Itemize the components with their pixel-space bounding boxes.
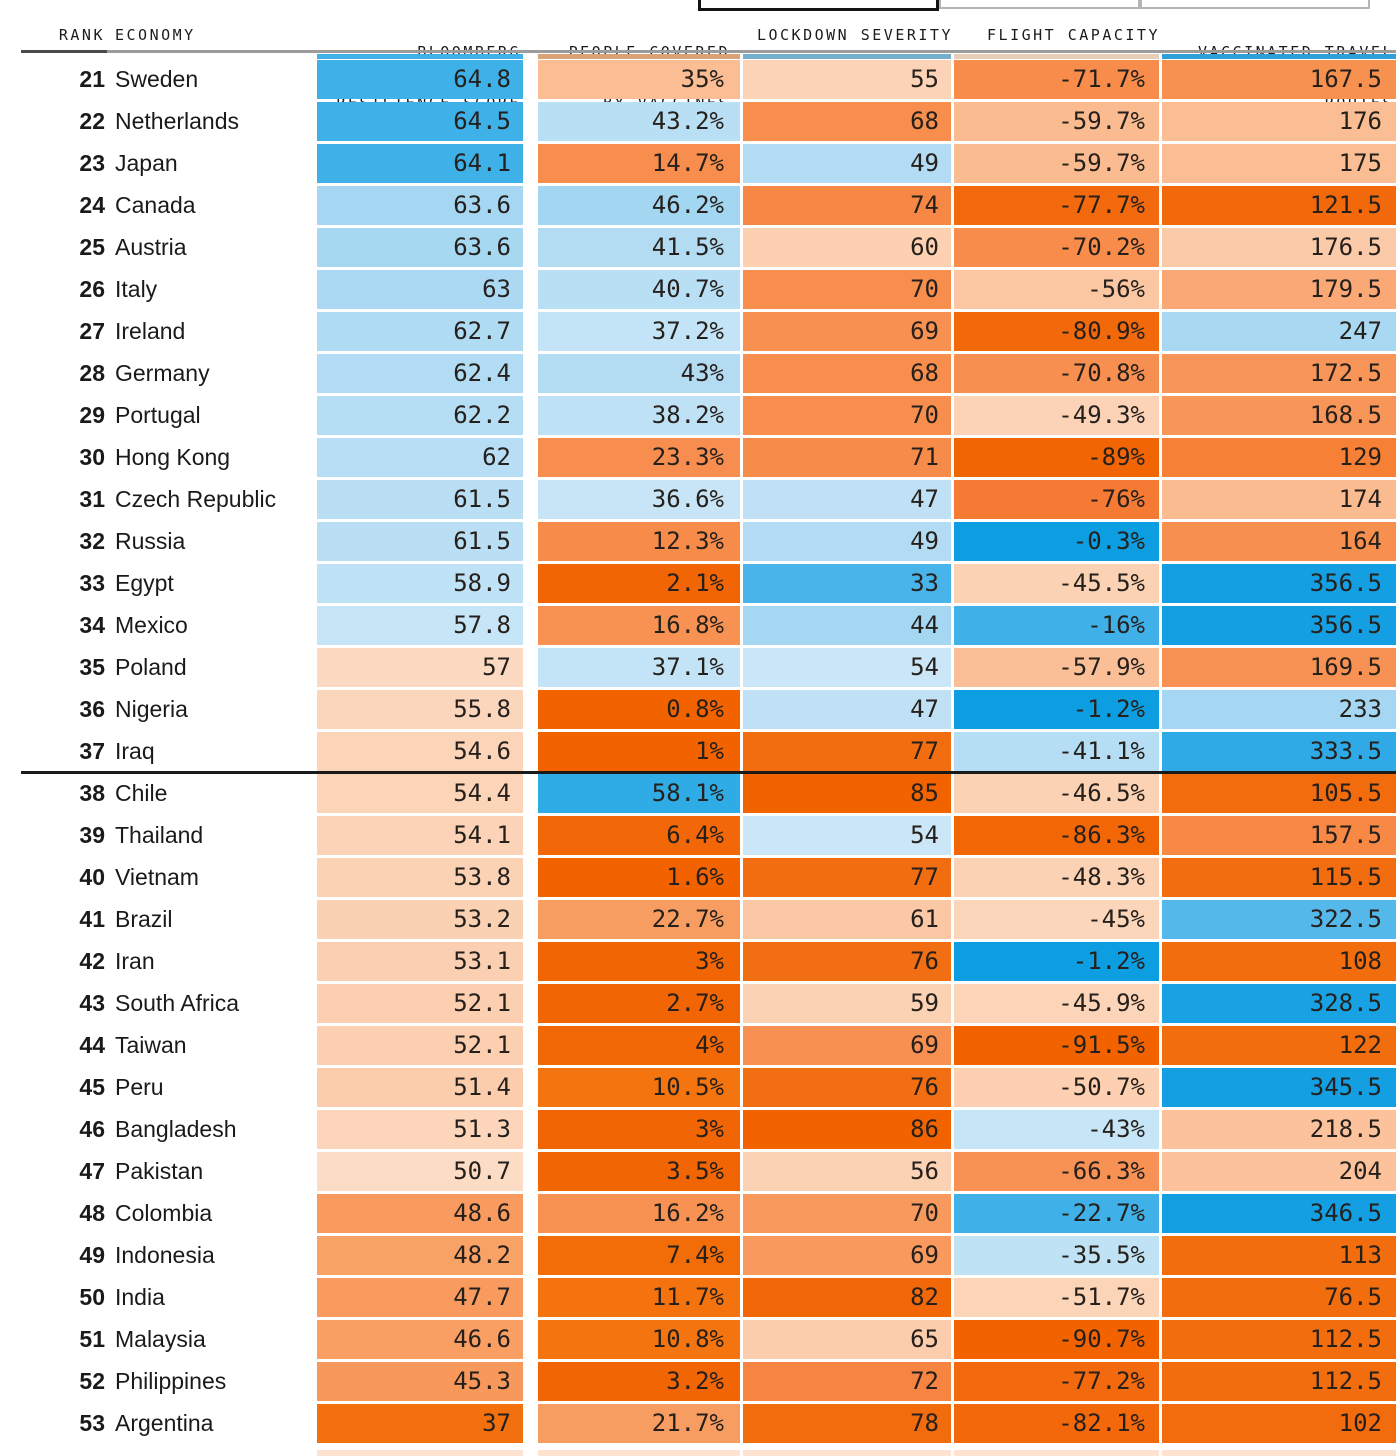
header-rule-light [107,50,1396,53]
rank-value: 21 [79,66,105,92]
rank-value: 50 [79,1284,105,1310]
economy-name: Russia [115,528,186,554]
lockdown-cell: 49 [743,522,951,561]
vaccines-cell: 37.2% [538,312,740,351]
table-row [0,648,1400,690]
rank-value: 48 [79,1200,105,1226]
travel-routes-cell: 356.5 [1162,606,1396,645]
economy-name: India [115,1284,165,1310]
lockdown-cell: 49 [743,144,951,183]
cropped-row-sliver-vaccines [538,54,740,59]
lockdown-cell: 54 [743,648,951,687]
economy-name: Philippines [115,1368,227,1394]
economy-name: Nigeria [115,696,188,722]
travel-routes-cell: 356.5 [1162,564,1396,603]
vaccines-cell: 1.6% [538,858,740,897]
travel-routes-cell: 102 [1162,1404,1396,1443]
lockdown-cell: 59 [743,984,951,1023]
travel-routes-cell: 105.5 [1162,774,1396,813]
rank-value: 26 [79,276,105,302]
table-row [0,1152,1400,1194]
resilience-score-cell: 58.9 [317,564,523,603]
vaccines-cell: 46.2% [538,186,740,225]
economy-name: Italy [115,276,158,302]
vaccines-cell: 6.4% [538,816,740,855]
economy-name: Ireland [115,318,186,344]
table-row [0,690,1400,732]
vaccines-cell: 10.5% [538,1068,740,1107]
rank-value: 52 [79,1368,105,1394]
header-flight-capacity: FLIGHT CAPACITY [987,26,1160,44]
rank-value: 40 [79,864,105,890]
economy-name: Argentina [115,1410,214,1436]
table-row [0,774,1400,816]
economy-name: Brazil [115,906,173,932]
vaccines-cell: 58.1% [538,774,740,813]
travel-routes-cell: 333.5 [1162,732,1396,771]
table-row [0,1194,1400,1236]
flight-capacity-cell: -45% [954,900,1159,939]
flight-capacity-cell: -71.7% [954,60,1159,99]
flight-capacity-cell: -50.7% [954,1068,1159,1107]
travel-routes-cell: 76.5 [1162,1278,1396,1317]
header-rank: RANK [58,26,105,44]
lockdown-cell: 78 [743,1404,951,1443]
rank-value: 22 [79,108,105,134]
travel-routes-cell: 157.5 [1162,816,1396,855]
economy-name: Bangladesh [115,1116,237,1142]
flight-capacity-cell: -80.9% [954,312,1159,351]
vaccines-cell: 36.6% [538,480,740,519]
vaccines-cell: 2.7% [538,984,740,1023]
table-row [0,564,1400,606]
flight-capacity-cell: -45.9% [954,984,1159,1023]
rank-value: 30 [79,444,105,470]
table-row [0,1278,1400,1320]
lockdown-cell: 44 [743,606,951,645]
economy-name: Portugal [115,402,201,428]
lockdown-cell: 70 [743,1194,951,1233]
flight-capacity-cell: -59.7% [954,102,1159,141]
economy-name: Austria [115,234,187,260]
lockdown-cell: 70 [743,270,951,309]
travel-routes-cell: 108 [1162,942,1396,981]
rank-value: 25 [79,234,105,260]
flight-capacity-cell: -41.1% [954,732,1159,771]
travel-routes-cell: 121.5 [1162,186,1396,225]
lockdown-cell: 77 [743,858,951,897]
flight-capacity-cell: -43% [954,1110,1159,1149]
lockdown-cell: 61 [743,900,951,939]
vaccines-cell: 37.1% [538,648,740,687]
economy-name: Thailand [115,822,204,848]
lockdown-cell: 33 [743,564,951,603]
resilience-score-cell: 64.5 [317,102,523,141]
travel-routes-cell: 247 [1162,312,1396,351]
table-row [0,396,1400,438]
vaccines-cell: 7.4% [538,1236,740,1275]
lockdown-cell: 76 [743,942,951,981]
lockdown-cell: 47 [743,690,951,729]
resilience-score-cell: 48.2 [317,1236,523,1275]
resilience-score-cell: 54.6 [317,732,523,771]
resilience-score-cell: 52.1 [317,984,523,1023]
travel-routes-cell: 328.5 [1162,984,1396,1023]
vaccines-cell: 0.8% [538,690,740,729]
rank-value: 53 [79,1410,105,1436]
resilience-score-cell: 62.4 [317,354,523,393]
vaccines-cell: 40.7% [538,270,740,309]
rank-value: 32 [79,528,105,554]
lockdown-cell: 69 [743,1236,951,1275]
rank-value: 37 [79,738,105,764]
table-row [0,984,1400,1026]
lockdown-cell: 72 [743,1362,951,1401]
cropped-row-sliver-flight [954,54,1159,59]
economy-name: South Africa [115,990,240,1016]
resilience-score-cell: 48.6 [317,1194,523,1233]
resilience-score-cell: 46.6 [317,1320,523,1359]
travel-routes-cell: 172.5 [1162,354,1396,393]
lockdown-cell: 54 [743,816,951,855]
economy-name: Chile [115,780,168,806]
vaccines-cell: 22.7% [538,900,740,939]
table-row [0,228,1400,270]
flight-capacity-cell: -0.3% [954,522,1159,561]
table-row [0,312,1400,354]
resilience-score-cell: 57.8 [317,606,523,645]
table-row [0,1362,1400,1404]
flight-capacity-cell: -82.1% [954,1404,1159,1443]
economy-name: Malaysia [115,1326,206,1352]
flight-capacity-cell: -46.5% [954,774,1159,813]
economy-name: Colombia [115,1200,213,1226]
vaccines-cell: 3% [538,1110,740,1149]
travel-routes-cell: 113 [1162,1236,1396,1275]
rank-value: 28 [79,360,105,386]
table-row [0,270,1400,312]
cropped-bottom-sliver-lockdown [743,1450,951,1456]
lockdown-cell: 47 [743,480,951,519]
resilience-score-cell: 54.1 [317,816,523,855]
vaccines-cell: 38.2% [538,396,740,435]
flight-capacity-cell: -48.3% [954,858,1159,897]
cropped-row-sliver-lockdown [743,54,951,59]
lockdown-cell: 69 [743,312,951,351]
cropped-control-box-2 [939,0,1140,9]
travel-routes-cell: 115.5 [1162,858,1396,897]
lockdown-cell: 65 [743,1320,951,1359]
rank-value: 31 [79,486,105,512]
travel-routes-cell: 174 [1162,480,1396,519]
travel-routes-cell: 176 [1162,102,1396,141]
resilience-score-cell: 61.5 [317,480,523,519]
table-row [0,900,1400,942]
table-row [0,732,1400,774]
economy-name: Sweden [115,66,199,92]
economy-name: Iran [115,948,155,974]
travel-routes-cell: 112.5 [1162,1362,1396,1401]
cropped-bottom-sliver-score [317,1450,523,1456]
flight-capacity-cell: -70.8% [954,354,1159,393]
resilience-score-cell: 61.5 [317,522,523,561]
travel-routes-cell: 122 [1162,1026,1396,1065]
lockdown-cell: 69 [743,1026,951,1065]
flight-capacity-cell: -16% [954,606,1159,645]
lockdown-cell: 60 [743,228,951,267]
flight-capacity-cell: -1.2% [954,690,1159,729]
rank-value: 45 [79,1074,105,1100]
cropped-bottom-sliver-routes [1162,1450,1396,1456]
flight-capacity-cell: -66.3% [954,1152,1159,1191]
header-economy: ECONOMY [115,26,196,44]
economy-name: Germany [115,360,210,386]
resilience-score-cell: 62 [317,438,523,477]
lockdown-cell: 85 [743,774,951,813]
economy-name: Czech Republic [115,486,277,512]
economy-name: Egypt [115,570,174,596]
resilience-score-cell: 53.8 [317,858,523,897]
lockdown-cell: 55 [743,60,951,99]
table-row [0,942,1400,984]
travel-routes-cell: 345.5 [1162,1068,1396,1107]
travel-routes-cell: 164 [1162,522,1396,561]
resilience-score-cell: 37 [317,1404,523,1443]
rank-value: 24 [79,192,105,218]
flight-capacity-cell: -89% [954,438,1159,477]
lockdown-cell: 74 [743,186,951,225]
travel-routes-cell: 129 [1162,438,1396,477]
travel-routes-cell: 175 [1162,144,1396,183]
rank-value: 36 [79,696,105,722]
resilience-score-cell: 47.7 [317,1278,523,1317]
resilience-score-cell: 62.7 [317,312,523,351]
table-row [0,1026,1400,1068]
lockdown-cell: 71 [743,438,951,477]
flight-capacity-cell: -59.7% [954,144,1159,183]
rank-value: 49 [79,1242,105,1268]
cropped-control-box-3 [1140,0,1370,9]
flight-capacity-cell: -45.5% [954,564,1159,603]
vaccines-cell: 4% [538,1026,740,1065]
vaccines-cell: 3.2% [538,1362,740,1401]
travel-routes-cell: 168.5 [1162,396,1396,435]
table-row [0,186,1400,228]
vaccines-cell: 3.5% [538,1152,740,1191]
header-rule-dark [21,50,107,53]
rank-value: 27 [79,318,105,344]
table-row [0,1236,1400,1278]
resilience-score-cell: 64.8 [317,60,523,99]
flight-capacity-cell: -86.3% [954,816,1159,855]
rank-value: 29 [79,402,105,428]
vaccines-cell: 41.5% [538,228,740,267]
resilience-score-cell: 62.2 [317,396,523,435]
table-row [0,606,1400,648]
vaccines-cell: 43.2% [538,102,740,141]
vaccines-cell: 12.3% [538,522,740,561]
resilience-score-cell: 53.1 [317,942,523,981]
rank-value: 41 [79,906,105,932]
resilience-score-cell: 63 [317,270,523,309]
economy-name: Canada [115,192,196,218]
resilience-score-cell: 52.1 [317,1026,523,1065]
economy-name: Pakistan [115,1158,204,1184]
flight-capacity-cell: -70.2% [954,228,1159,267]
rank-value: 39 [79,822,105,848]
travel-routes-cell: 167.5 [1162,60,1396,99]
lockdown-cell: 70 [743,396,951,435]
flight-capacity-cell: -76% [954,480,1159,519]
economy-name: Peru [115,1074,164,1100]
table-row [0,60,1400,102]
rank-value: 42 [79,948,105,974]
rank-value: 38 [79,780,105,806]
resilience-score-cell: 64.1 [317,144,523,183]
vaccines-cell: 11.7% [538,1278,740,1317]
economy-name: Japan [115,150,178,176]
vaccines-cell: 1% [538,732,740,771]
economy-name: Iraq [115,738,155,764]
table-row [0,1404,1400,1446]
flight-capacity-cell: -56% [954,270,1159,309]
lockdown-cell: 77 [743,732,951,771]
resilience-score-cell: 63.6 [317,228,523,267]
rank-value: 35 [79,654,105,680]
rank-value: 46 [79,1116,105,1142]
flight-capacity-cell: -77.7% [954,186,1159,225]
travel-routes-cell: 218.5 [1162,1110,1396,1149]
rank-value: 44 [79,1032,105,1058]
rank-value: 51 [79,1326,105,1352]
table-row [0,522,1400,564]
table-row [0,144,1400,186]
flight-capacity-cell: -51.7% [954,1278,1159,1317]
travel-routes-cell: 204 [1162,1152,1396,1191]
table-row [0,858,1400,900]
rank-value: 43 [79,990,105,1016]
vaccines-cell: 3% [538,942,740,981]
flight-capacity-cell: -49.3% [954,396,1159,435]
resilience-score-cell: 63.6 [317,186,523,225]
resilience-score-cell: 50.7 [317,1152,523,1191]
vaccines-cell: 35% [538,60,740,99]
cropped-bottom-sliver-flight [954,1450,1159,1456]
table-row [0,354,1400,396]
resilience-score-cell: 51.3 [317,1110,523,1149]
lockdown-cell: 56 [743,1152,951,1191]
economy-name: Hong Kong [115,444,231,470]
table-body [0,60,1400,1446]
travel-routes-cell: 112.5 [1162,1320,1396,1359]
travel-routes-cell: 322.5 [1162,900,1396,939]
lockdown-cell: 68 [743,102,951,141]
lockdown-cell: 68 [743,354,951,393]
lockdown-cell: 76 [743,1068,951,1107]
rank-value: 33 [79,570,105,596]
economy-name: Taiwan [115,1032,187,1058]
cropped-bottom-sliver-vaccines [538,1450,740,1456]
vaccines-cell: 14.7% [538,144,740,183]
flight-capacity-cell: -22.7% [954,1194,1159,1233]
economy-name: Mexico [115,612,188,638]
flight-capacity-cell: -90.7% [954,1320,1159,1359]
table-row [0,816,1400,858]
rank-value: 34 [79,612,105,638]
travel-routes-cell: 179.5 [1162,270,1396,309]
travel-routes-cell: 176.5 [1162,228,1396,267]
resilience-score-cell: 53.2 [317,900,523,939]
economy-name: Indonesia [115,1242,215,1268]
rank-value: 23 [79,150,105,176]
lockdown-cell: 82 [743,1278,951,1317]
resilience-score-cell: 54.4 [317,774,523,813]
vaccines-cell: 10.8% [538,1320,740,1359]
header-lockdown-severity: LOCKDOWN SEVERITY [756,26,953,44]
vaccines-cell: 2.1% [538,564,740,603]
table-row [0,480,1400,522]
vaccines-cell: 23.3% [538,438,740,477]
cropped-control-box-1 [698,0,939,11]
economy-name: Poland [115,654,187,680]
flight-capacity-cell: -77.2% [954,1362,1159,1401]
flight-capacity-cell: -1.2% [954,942,1159,981]
resilience-score-cell: 51.4 [317,1068,523,1107]
resilience-score-cell: 45.3 [317,1362,523,1401]
flight-capacity-cell: -57.9% [954,648,1159,687]
travel-routes-cell: 346.5 [1162,1194,1396,1233]
vaccines-cell: 43% [538,354,740,393]
resilience-score-cell: 57 [317,648,523,687]
flight-capacity-cell: -91.5% [954,1026,1159,1065]
travel-routes-cell: 233 [1162,690,1396,729]
table-row [0,102,1400,144]
economy-name: Vietnam [115,864,199,890]
cropped-row-sliver-score [317,54,523,59]
table-row [0,1320,1400,1362]
vaccines-cell: 16.8% [538,606,740,645]
resilience-score-cell: 55.8 [317,690,523,729]
table-row [0,1110,1400,1152]
vaccines-cell: 16.2% [538,1194,740,1233]
travel-routes-cell: 169.5 [1162,648,1396,687]
economy-name: Netherlands [115,108,240,134]
table-row [0,438,1400,480]
lockdown-cell: 86 [743,1110,951,1149]
table-row [0,1068,1400,1110]
vaccines-cell: 21.7% [538,1404,740,1443]
flight-capacity-cell: -35.5% [954,1236,1159,1275]
rank-value: 47 [79,1158,105,1184]
cropped-row-sliver-routes [1162,54,1396,59]
